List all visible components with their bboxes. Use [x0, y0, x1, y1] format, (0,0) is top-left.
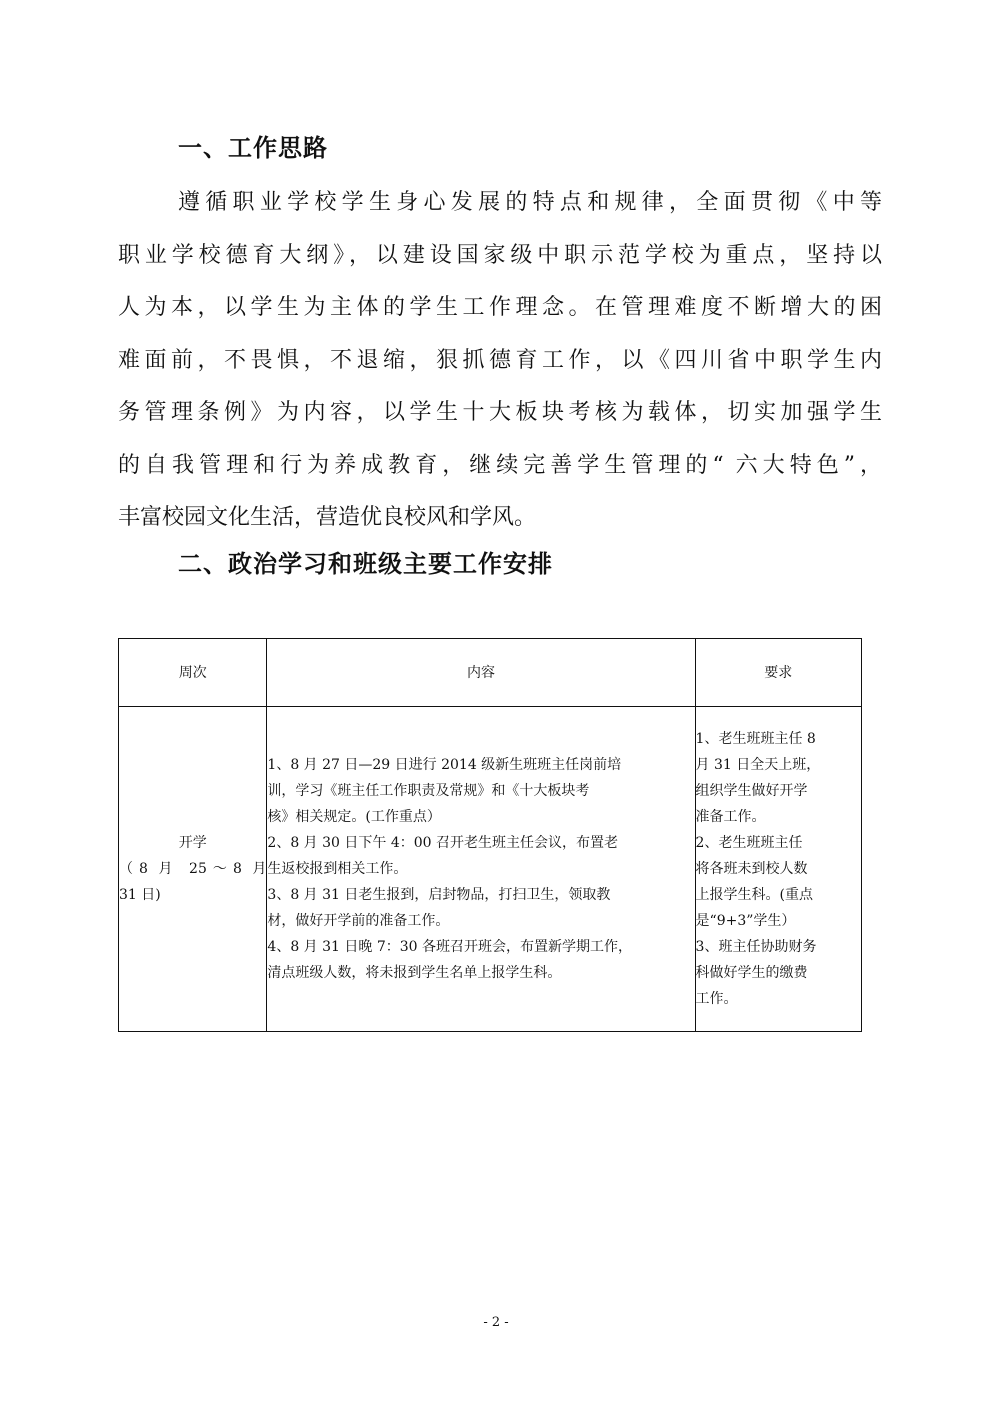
page-number: - 2 - [483, 1315, 509, 1330]
table-row [119, 707, 862, 1032]
content-line: 1、8 月 27 日—29 日进行 2014 级新生班班主任岗前培 [267, 757, 622, 773]
requirement-line: 组织学生做好开学 [695, 783, 808, 799]
content-line: 材，做好开学前的准备工作。 [267, 913, 450, 929]
section-heading-work-approach: 一、工作思路 [178, 134, 328, 162]
content-line: 生返校报到相关工作。 [267, 861, 408, 877]
header-week: 周次 [119, 639, 267, 707]
requirement-line: 2、老生班班主任 [695, 835, 803, 851]
requirement-line: 准备工作。 [695, 809, 766, 825]
paragraph-line: 人为本，以学生为主体的学生工作理念。在管理难度不断增大的困 [118, 295, 882, 320]
week-range-line: 31 日) [119, 887, 161, 903]
week-title: 开学 [178, 835, 207, 851]
requirement-line: 1、老生班班主任 8 [695, 731, 816, 747]
schedule-table [118, 638, 862, 1032]
content-line: 清点班级人数，将未报到学生名单上报学生科。 [267, 965, 562, 981]
content-line: 2、8 月 30 日下午 4：00 召开老生班主任会议，布置老 [267, 835, 619, 851]
content-line: 核》相关规定。(工作重点） [267, 809, 441, 825]
requirement-line: 科做好学生的缴费 [695, 965, 808, 981]
header-content: 内容 [267, 639, 695, 707]
content-cell [267, 707, 695, 1032]
section-heading-schedule: 二、政治学习和班级主要工作安排 [178, 550, 553, 578]
paragraph-line: 务管理条例》为内容，以学生十大板块考核为载体，切实加强学生 [118, 400, 882, 425]
requirement-line: 上报学生科。(重点 [695, 887, 814, 903]
content-line: 3、8 月 31 日老生报到，启封物品，打扫卫生，领取教 [267, 887, 611, 903]
work-approach-paragraph [118, 177, 882, 545]
week-range-line: （8 月 25～8 月 [119, 861, 267, 877]
requirement-line: 3、班主任协助财务 [695, 939, 817, 955]
header-requirement: 要求 [695, 639, 861, 707]
paragraph-line: 的自我管理和行为养成教育，继续完善学生管理的“ 六大特色”， [118, 452, 882, 478]
requirement-line: 工作。 [695, 991, 738, 1007]
requirement-cell [695, 707, 861, 1032]
requirement-line: 是“9+3”学生） [695, 913, 796, 929]
paragraph-line: 丰富校园文化生活，营造优良校风和学风。 [118, 505, 537, 530]
paragraph-line: 遵循职业学校学生身心发展的特点和规律，全面贯彻《中等 [178, 190, 882, 215]
week-cell [119, 707, 267, 1032]
content-line: 4、8 月 31 日晚 7：30 各班召开班会，布置新学期工作， [267, 939, 633, 955]
requirement-line: 月 31 日全天上班， [695, 757, 821, 773]
paragraph-line: 难面前，不畏惧，不退缩，狠抓德育工作，以《四川省中职学生内 [118, 347, 882, 373]
requirement-line: 将各班未到校人数 [695, 861, 808, 877]
table-header-row [119, 639, 862, 707]
content-line: 训，学习《班主任工作职责及常规》和《十大板块考 [267, 783, 590, 799]
paragraph-line: 职业学校德育大纲》，以建设国家级中职示范学校为重点，坚持以 [118, 242, 882, 268]
